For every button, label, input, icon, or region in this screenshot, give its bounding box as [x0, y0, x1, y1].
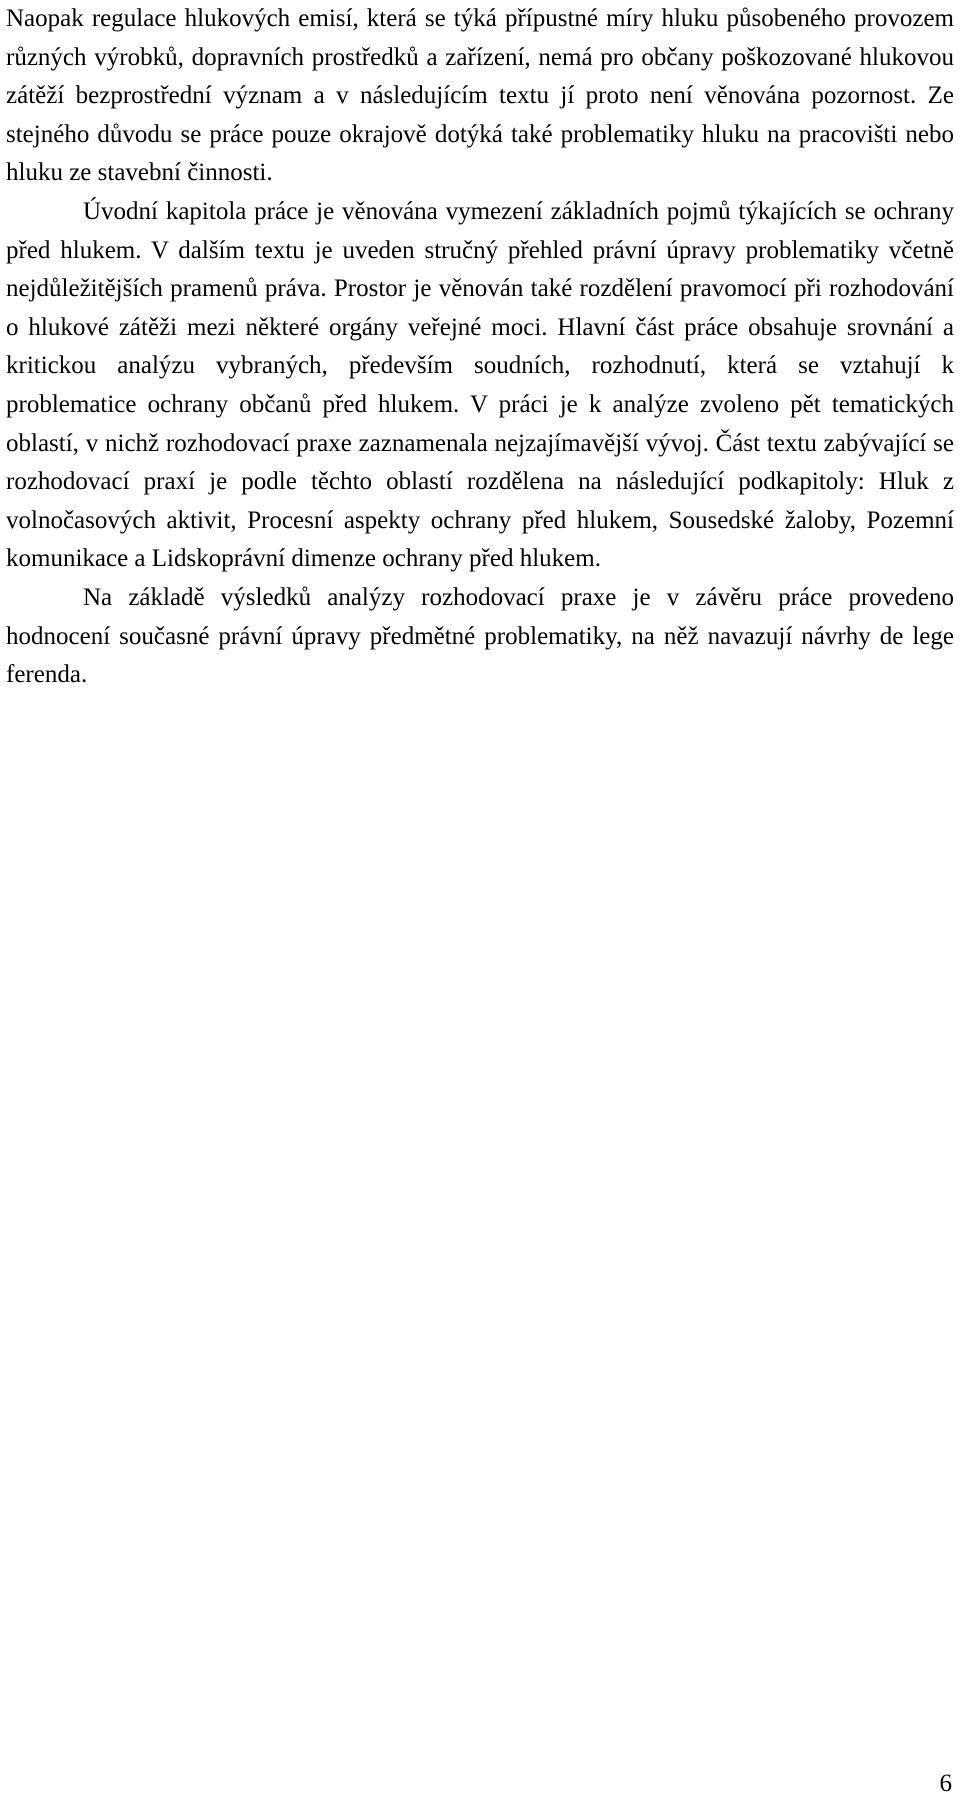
document-body [6, 0, 954, 695]
paragraph-thesis-structure: Úvodní kapitola práce je věnována vymezení základních pojmů týkajících se ochrany před hlukem. V dalším textu je uveden stručný přehled právní úpravy problematiky včetně nejdůležitějších pramenů práva. Prostor je věnován také rozdělení pravomocí při rozhodování o hlukové zátěži mezi některé orgány veřejné moci. Hlavní část práce obsahuje srovnání a kritickou analýzu vybraných, především soudních, rozhodnutí, která se vztahují k problematice ochrany občanů před hlukem. V práci je k analýze zvoleno pět tematických oblastí, v nichž rozhodovací praxe zaznamenala nejzajímavější vývoj. Část textu zabývající se rozhodovací praxí je podle těchto oblastí rozdělena na následující podkapitoly: Hluk z volnočasových aktivit, Procesní aspekty ochrany před hlukem, Sousedské žaloby, Pozemní komunikace a Lidskoprávní dimenze ochrany před hlukem. [6, 197, 954, 573]
paragraph-noise-emissions: Naopak regulace hlukových emisí, která se týká přípustné míry hluku působeného provozem různých výrobků, dopravních prostředků a zařízení, nemá pro občany poškozované hlukovou zátěží bezprostřední význam a v následujícím textu jí proto není věnována pozornost. Ze stejného důvodu se práce pouze okrajově dotýká také problematiky hluku na pracovišti nebo hluku ze stavební činnosti. [6, 5, 954, 187]
paragraph-conclusion: Na základě výsledků analýzy rozhodovací praxe je v závěru práce provedeno hodnocení současné právní úpravy předmětné problematiky, na něž navazují návrhy de lege ferenda. [6, 583, 954, 689]
page-number: 6 [939, 1770, 952, 1797]
